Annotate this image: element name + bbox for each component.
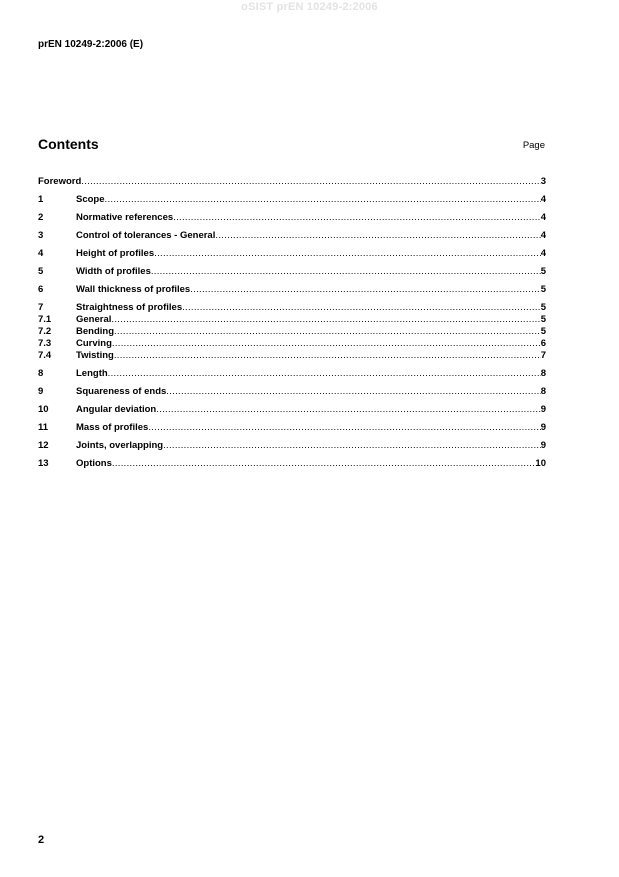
toc-entry-number: 3	[38, 230, 44, 241]
toc-leader-dots	[151, 266, 541, 278]
toc-leader-dots	[190, 284, 541, 296]
toc-entry[interactable]	[38, 422, 546, 434]
watermark: oSIST prEN 10249-2:2006	[241, 1, 378, 13]
toc-entry[interactable]	[38, 302, 546, 314]
toc-leader-dots	[111, 314, 540, 326]
toc-entry-title: Curving	[76, 338, 112, 349]
toc-entry-page: 5	[540, 326, 546, 337]
toc-entry-page: 5	[540, 314, 546, 325]
toc-entry-page: 5	[540, 284, 546, 295]
toc-entry-number: 7.4	[38, 350, 52, 361]
toc-entry-title: Scope	[76, 194, 105, 205]
toc-entry-page: 9	[540, 404, 546, 415]
toc-entry[interactable]	[38, 230, 546, 242]
toc-entry-page: 10	[535, 458, 546, 469]
toc-leader-dots	[154, 248, 541, 260]
toc-subentry[interactable]	[38, 338, 546, 350]
toc-entry-number: 7	[38, 302, 44, 313]
toc-entry-title: General	[76, 314, 112, 325]
toc-leader-dots	[173, 212, 541, 224]
toc-leader-dots	[166, 386, 540, 398]
toc-entry[interactable]	[38, 266, 546, 278]
toc-leader-dots	[182, 302, 541, 314]
toc-entry[interactable]	[38, 404, 546, 416]
toc-subentry[interactable]	[38, 326, 546, 338]
contents-heading: Contents	[38, 136, 99, 152]
toc-entry-number: 13	[38, 458, 49, 469]
toc-leader-dots	[163, 440, 541, 452]
toc-entry-page: 5	[540, 266, 546, 277]
toc-entry[interactable]	[38, 248, 546, 260]
toc-subentry[interactable]	[38, 314, 546, 326]
toc-entry-page: 4	[540, 194, 546, 205]
toc-entry[interactable]	[38, 458, 546, 470]
toc-entry-number: 7.2	[38, 326, 52, 337]
toc-entry-page: 9	[540, 440, 546, 451]
toc-entry-title: Squareness of ends	[76, 386, 167, 397]
toc-entry-title: Control of tolerances - General	[76, 230, 216, 241]
toc-entry-title: Bending	[76, 326, 114, 337]
toc-entry-title: Twisting	[76, 350, 114, 361]
toc-leader-dots	[114, 350, 541, 362]
toc-entry[interactable]	[38, 440, 546, 452]
toc-entry-number: 1	[38, 194, 44, 205]
toc-entry-number: 2	[38, 212, 44, 223]
toc-entry-title: Foreword	[38, 176, 82, 187]
toc-entry-title: Wall thickness of profiles	[76, 284, 191, 295]
page-column-label: Page	[522, 140, 545, 151]
toc-leader-dots	[105, 194, 541, 206]
toc-entry-page: 4	[540, 248, 546, 259]
toc-entry-title: Height of profiles	[76, 248, 155, 259]
toc-entry-number: 5	[38, 266, 44, 277]
toc-entry[interactable]	[38, 212, 546, 224]
toc-entry-title: Angular deviation	[76, 404, 157, 415]
toc-entry-number: 12	[38, 440, 49, 451]
toc-entry-page: 7	[540, 350, 546, 361]
toc-entry-page: 3	[540, 176, 546, 187]
toc-leader-dots	[148, 422, 540, 434]
toc-entry-page: 8	[540, 386, 546, 397]
toc-entry-number: 4	[38, 248, 44, 259]
toc-entry[interactable]	[38, 284, 546, 296]
toc-entry-title: Length	[76, 368, 108, 379]
toc-leader-dots	[81, 176, 540, 188]
toc-subentry[interactable]	[38, 350, 546, 362]
toc-entry-number: 10	[38, 404, 49, 415]
toc-leader-dots	[114, 326, 541, 338]
toc-leader-dots	[112, 458, 536, 470]
toc-entry-title: Straightness of profiles	[76, 302, 183, 313]
toc-leader-dots	[112, 338, 541, 350]
page-number: 2	[38, 834, 45, 846]
toc-entry-number: 9	[38, 386, 44, 397]
toc-entry-title: Joints, overlapping	[76, 440, 164, 451]
toc-entry-title: Width of profiles	[76, 266, 151, 277]
toc-entry-title: Options	[76, 458, 112, 469]
toc-entry-number: 7.3	[38, 338, 52, 349]
toc-leader-dots	[108, 368, 541, 380]
toc-entry[interactable]	[38, 386, 546, 398]
toc-entry-number: 6	[38, 284, 44, 295]
toc-entry-page: 9	[540, 422, 546, 433]
toc-entry-page: 4	[540, 230, 546, 241]
toc-entry-page: 6	[540, 338, 546, 349]
toc-entry-number: 11	[38, 422, 49, 433]
toc-entry-title: Normative references	[76, 212, 174, 223]
toc-entry-page: 4	[540, 212, 546, 223]
toc-entry-foreword[interactable]	[38, 176, 546, 188]
toc-entry-number: 8	[38, 368, 44, 379]
toc-entry-number: 7.1	[38, 314, 52, 325]
toc-entry[interactable]	[38, 368, 546, 380]
toc-entry[interactable]	[38, 194, 546, 206]
toc-entry-title: Mass of profiles	[76, 422, 149, 433]
toc-entry-page: 8	[540, 368, 546, 379]
toc-entry-page: 5	[540, 302, 546, 313]
table-of-contents	[38, 176, 546, 470]
toc-leader-dots	[156, 404, 540, 416]
document-id: prEN 10249-2:2006 (E)	[38, 39, 144, 50]
toc-leader-dots	[215, 230, 540, 242]
